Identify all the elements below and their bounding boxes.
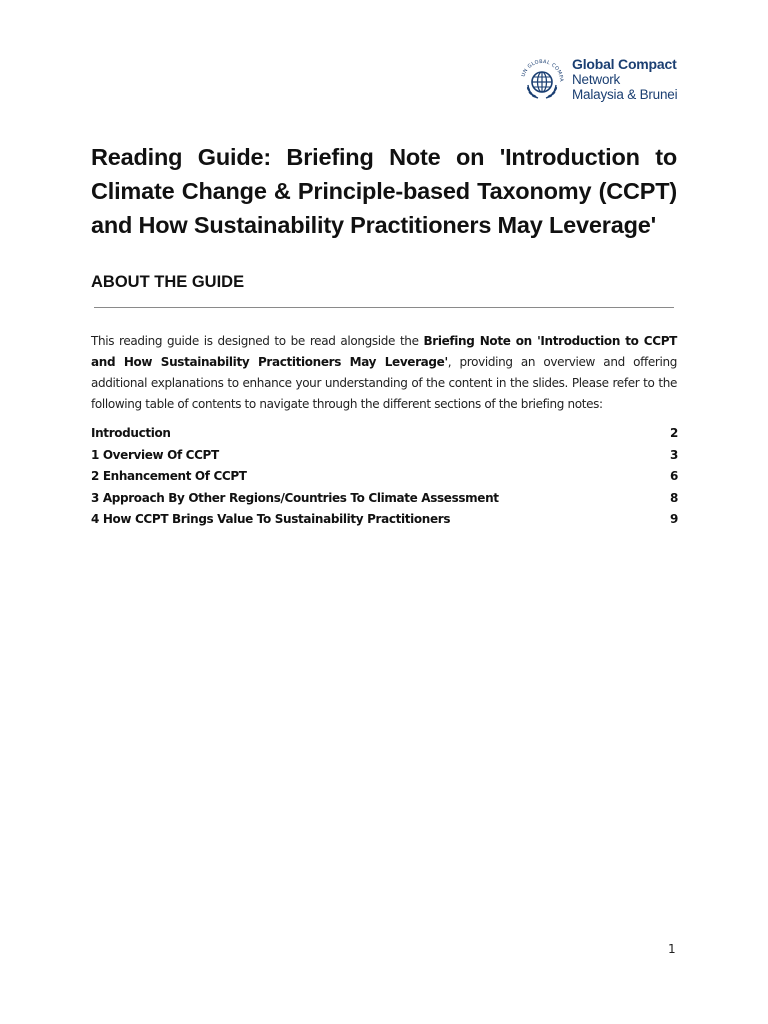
logo-line-network: Network [572, 71, 621, 87]
section-heading-about: ABOUT THE GUIDE [91, 273, 245, 291]
intro-text-part1: This reading guide is designed to be read alongside the [91, 334, 424, 348]
toc-entry-label: 4 How CCPT Brings Value To Sustainability Practitioners [91, 512, 451, 526]
un-global-compact-logo [514, 50, 680, 108]
toc-entry-page: 8 [670, 490, 678, 505]
toc-entry[interactable] [91, 512, 678, 534]
logo-line-region: Malaysia & Brunei [572, 86, 678, 102]
toc-entry[interactable] [91, 469, 678, 491]
svg-text:UN GLOBAL COMPACT: UN GLOBAL COMPA [520, 58, 565, 82]
toc-entry-page: 3 [670, 447, 678, 462]
toc-entry[interactable] [91, 491, 678, 513]
toc-entry-label: 3 Approach By Other Regions/Countries To Climate Assessment [91, 490, 499, 505]
toc-entry-label: Introduction [91, 426, 171, 440]
document-title: Reading Guide: Briefing Note on 'Introduction to Climate Change & Principle-based Taxonomy (CCPT) and How Sustainability Practitioners May Leverage' [91, 144, 677, 238]
page-number: 1 [668, 942, 676, 956]
toc-entry-label: 1 Overview Of CCPT [91, 447, 219, 462]
globe-laurel-icon [514, 51, 570, 107]
toc-entry-page: 6 [670, 469, 678, 483]
toc-entry-page: 2 [670, 426, 678, 440]
intro-text-part2: , providing an overview and offering additional explanations to enhance your understanding of the content in the slides. Please refer to the following table of contents to navigate through the different sections of the briefing notes: [91, 355, 677, 411]
table-of-contents [91, 426, 678, 534]
intro-text-bold: Briefing Note on 'Introduction to CCPT and How Sustainability Practitioners May Leverage' [91, 334, 678, 369]
intro-paragraph [91, 331, 677, 415]
toc-entry-page: 9 [670, 512, 678, 526]
toc-entry[interactable] [91, 426, 678, 448]
logo-line-global-compact: Global Compact [572, 55, 677, 72]
logo-wordmark [572, 57, 677, 102]
toc-entry[interactable] [91, 448, 678, 470]
toc-entry-label: 2 Enhancement Of CCPT [91, 469, 247, 483]
section-divider [94, 307, 674, 308]
